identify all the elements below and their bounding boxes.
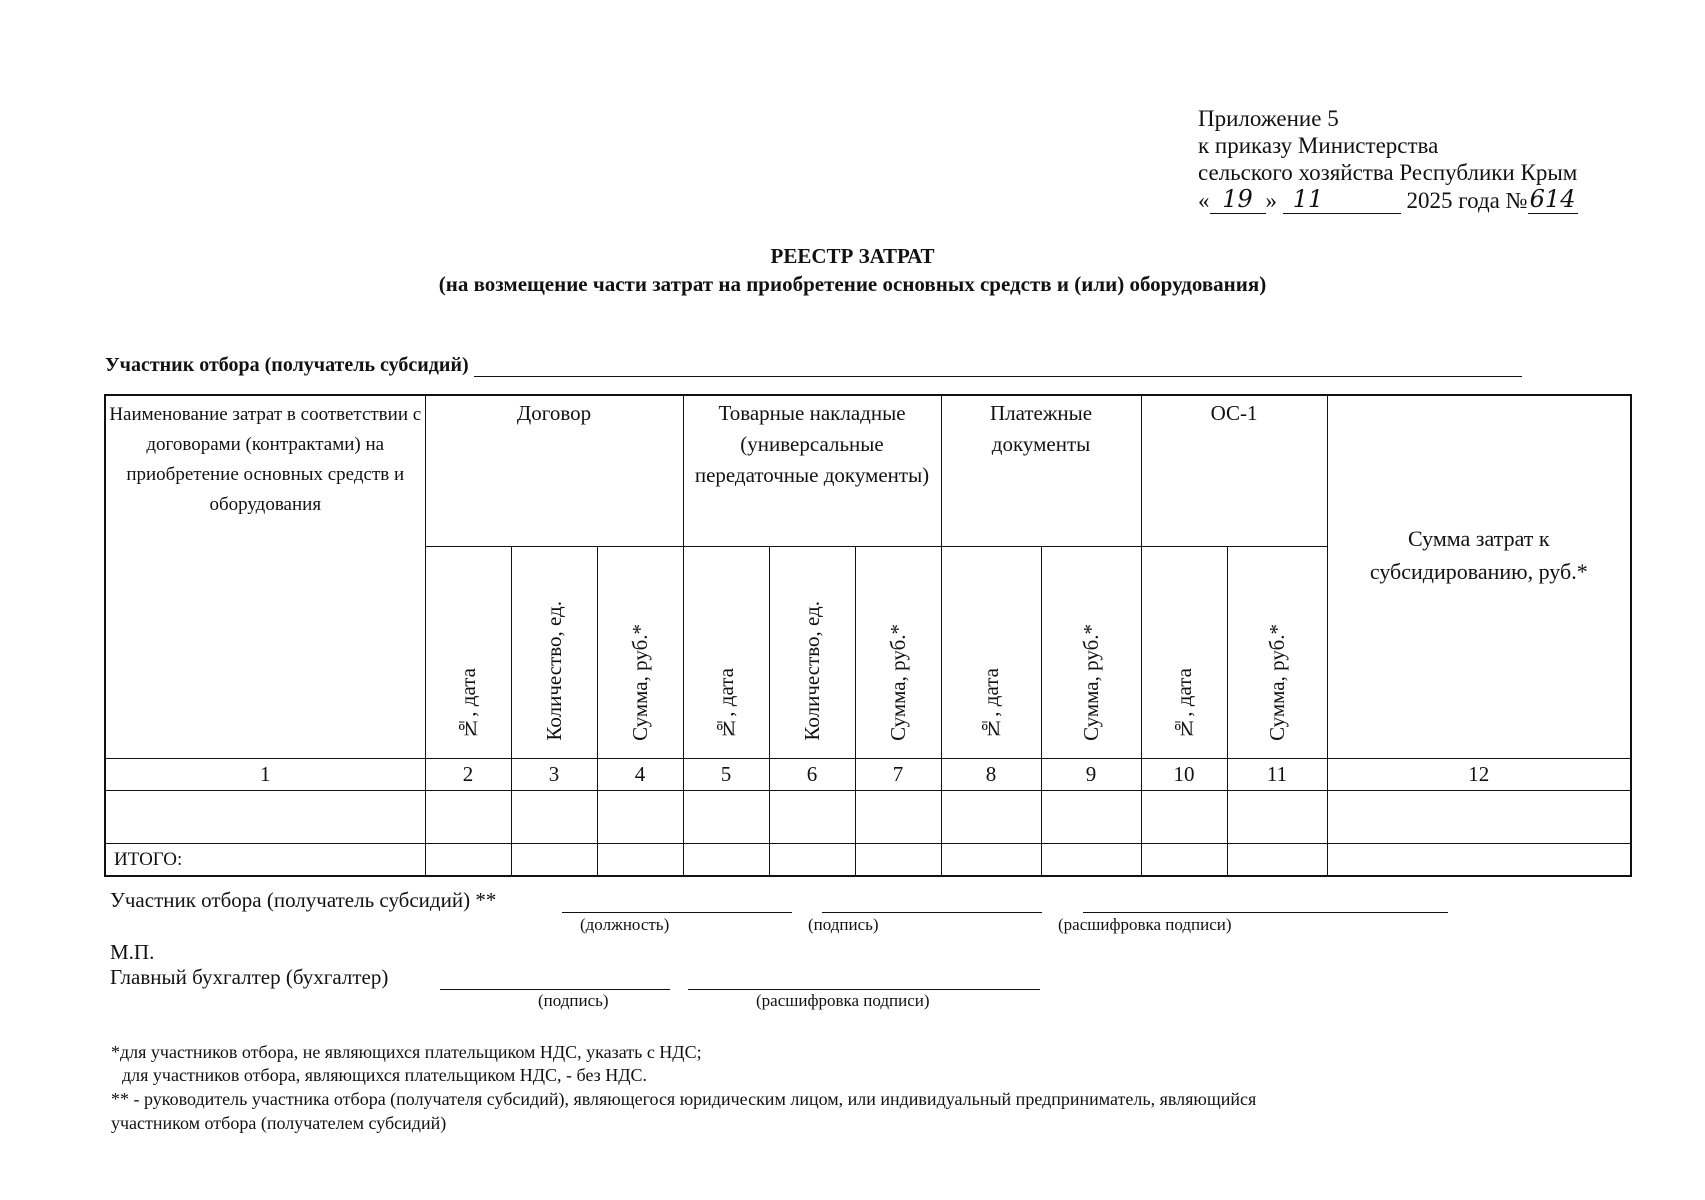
column-number: 9 — [1041, 759, 1141, 791]
column-number: 12 — [1327, 759, 1631, 791]
expense-register-table — [104, 394, 1632, 877]
table-cell[interactable] — [1041, 791, 1141, 844]
position-caption: (должность) — [580, 915, 670, 934]
subheader-contract-sum: Сумма, руб.* — [597, 547, 683, 759]
column-number: 11 — [1227, 759, 1327, 791]
appendix-date-line — [1198, 186, 1578, 216]
order-number: 614 — [1528, 186, 1578, 214]
header-os1: ОС-1 — [1141, 395, 1327, 547]
table-cell[interactable] — [1327, 791, 1631, 844]
decoding-caption: (расшифровка подписи) — [1058, 915, 1232, 934]
participant-signature-label: Участник отбора (получатель субсидий) ** — [110, 888, 497, 912]
year-text: 2025 года № — [1406, 188, 1528, 213]
appendix-line-2: к приказу Министерства — [1198, 133, 1439, 158]
appendix-line-1: Приложение 5 — [1198, 106, 1339, 131]
date-day: 19 — [1210, 186, 1266, 214]
total-row — [105, 844, 1631, 877]
date-open-quote: « — [1198, 188, 1210, 213]
document-title: РЕЕСТР ЗАТРАТ — [770, 244, 935, 268]
column-number: 10 — [1141, 759, 1227, 791]
total-cell[interactable] — [769, 844, 855, 877]
header-contract: Договор — [425, 395, 683, 547]
accountant-signature-line[interactable] — [440, 989, 670, 990]
total-cell[interactable] — [683, 844, 769, 877]
subheader-invoice-quantity: Количество, ед. — [769, 547, 855, 759]
column-number: 5 — [683, 759, 769, 791]
table-cell[interactable] — [941, 791, 1041, 844]
accountant-decoding-line[interactable] — [688, 989, 1040, 990]
date-month: 11 — [1283, 186, 1401, 214]
footnote-2-line-1: ** - руководитель участника отбора (получателя субсидий), являющегося юридическим лицом, или индивидуальный предприниматель, являющийся — [111, 1089, 1257, 1109]
table-cell[interactable] — [105, 791, 425, 844]
accountant-decoding-caption: (расшифровка подписи) — [756, 991, 930, 1010]
decoding-line[interactable] — [1083, 912, 1448, 913]
header-cost-name: Наименование затрат в соответствии с договорами (контрактами) на приобретение основных средств и оборудования — [105, 395, 425, 759]
column-number: 1 — [105, 759, 425, 791]
accountant-label: Главный бухгалтер (бухгалтер) — [110, 965, 389, 989]
subheader-payment-number-date: №, дата — [941, 547, 1041, 759]
column-number: 8 — [941, 759, 1041, 791]
column-number: 2 — [425, 759, 511, 791]
position-line[interactable] — [562, 912, 792, 913]
total-cell[interactable] — [1041, 844, 1141, 877]
table-cell[interactable] — [425, 791, 511, 844]
participant-line — [105, 354, 1522, 377]
participant-name-field[interactable] — [474, 358, 1522, 377]
table-header-row-1 — [105, 395, 1631, 547]
subheader-contract-quantity: Количество, ед. — [511, 547, 597, 759]
total-cell[interactable] — [511, 844, 597, 877]
participant-label: Участник отбора (получатель субсидий) — [105, 354, 469, 376]
subheader-invoice-sum: Сумма, руб.* — [855, 547, 941, 759]
header-payments: Платежные документы — [941, 395, 1141, 547]
table-cell[interactable] — [855, 791, 941, 844]
total-cell[interactable] — [1327, 844, 1631, 877]
table-cell[interactable] — [1141, 791, 1227, 844]
accountant-signature-caption: (подпись) — [538, 991, 609, 1010]
subheader-contract-number-date: №, дата — [425, 547, 511, 759]
appendix-line-3: сельского хозяйства Республики Крым — [1198, 160, 1578, 185]
signature-caption: (подпись) — [808, 915, 879, 934]
header-invoices: Товарные накладные (универсальные передаточные документы) — [683, 395, 941, 547]
date-close-quote: » — [1265, 188, 1277, 213]
seal-label: М.П. — [110, 940, 155, 964]
table-cell[interactable] — [683, 791, 769, 844]
total-cell[interactable] — [597, 844, 683, 877]
header-sum-total: Сумма затрат к субсидированию, руб.* — [1327, 395, 1631, 759]
table-cell[interactable] — [1227, 791, 1327, 844]
column-number: 4 — [597, 759, 683, 791]
subheader-os1-number-date: №, дата — [1141, 547, 1227, 759]
signature-line[interactable] — [822, 912, 1042, 913]
appendix-block — [1198, 105, 1578, 216]
table-cell[interactable] — [597, 791, 683, 844]
total-cell[interactable] — [1141, 844, 1227, 877]
column-number-row — [105, 759, 1631, 791]
footnote-2-line-2: участником отбора (получателем субсидий) — [111, 1113, 447, 1133]
subheader-os1-sum: Сумма, руб.* — [1227, 547, 1327, 759]
footnote-1-line-1: *для участников отбора, не являющихся плательщиком НДС, указать с НДС; — [111, 1042, 702, 1062]
table-cell[interactable] — [511, 791, 597, 844]
column-number: 6 — [769, 759, 855, 791]
total-cell[interactable] — [941, 844, 1041, 877]
subheader-invoice-number-date: №, дата — [683, 547, 769, 759]
column-number: 7 — [855, 759, 941, 791]
footnote-1-line-2: для участников отбора, являющихся плательщиком НДС, - без НДС. — [122, 1065, 648, 1085]
table-cell[interactable] — [769, 791, 855, 844]
document-subtitle: (на возмещение части затрат на приобретение основных средств и (или) оборудования) — [438, 272, 1267, 296]
total-cell[interactable] — [855, 844, 941, 877]
total-cell[interactable] — [1227, 844, 1327, 877]
total-label: ИТОГО: — [105, 844, 425, 877]
column-number: 3 — [511, 759, 597, 791]
table-row — [105, 791, 1631, 844]
total-cell[interactable] — [425, 844, 511, 877]
subheader-payment-sum: Сумма, руб.* — [1041, 547, 1141, 759]
